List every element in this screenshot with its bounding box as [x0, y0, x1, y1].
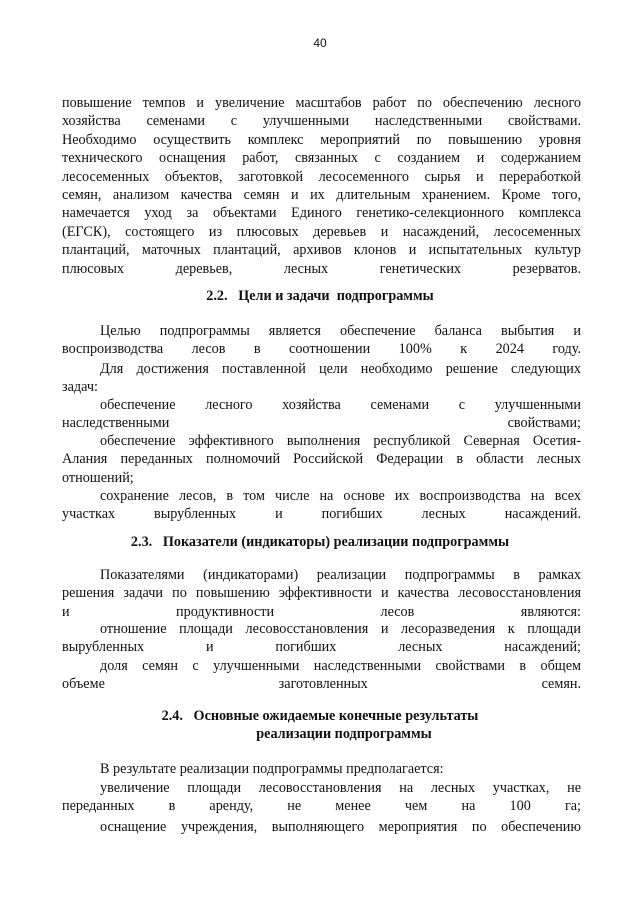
section-2-2-goal: Целью подпрограммы является обеспечение баланса выбытия и воспроизводства лесов в соотношении 100% к 2024 году. [62, 323, 581, 358]
task-item: сохранение лесов, в том числе на основе их воспроизводства на всех участках вырубленных и погибших лесных насаждений. [62, 488, 581, 523]
section-2-4-heading-line1: 2.4. Основные ожидаемые конечные результаты [161, 708, 479, 724]
section-2-2-heading: 2.2. Цели и задачи подпрограммы [206, 288, 434, 304]
indicator-item: доля семян с улучшенными наследственными свойствами в общем объеме заготовленных семян. [62, 658, 581, 693]
section-2-3-heading: 2.3. Показатели (индикаторы) реализации подпрограммы [130, 534, 510, 550]
section-2-3-intro: Показателями (индикаторами) реализации подпрограммы в рамках решения задачи по повышению эффективности и качества лесовосстановления и продуктивности лесов являются: [62, 567, 581, 620]
task-item: обеспечение лесного хозяйства семенами с улучшенными наследственными свойствами; [62, 397, 581, 432]
page-number: 40 [313, 36, 327, 50]
task-item: обеспечение эффективного выполнения республикой Северная Осетия- Алания переданных полномочий Российской Федерации в области лесных отношений; [62, 433, 581, 486]
section-2-4-intro: В результате реализации подпрограммы предполагается: [100, 761, 444, 777]
section-2-2-tasks-intro: Для достижения поставленной цели необходимо решение следующих задач: [62, 361, 581, 396]
result-item: увеличение площади лесовосстановления на лесных участках, не переданных в аренду, не менее чем на 100 га; [62, 780, 581, 815]
result-item: оснащение учреждения, выполняющего мероприятия по обеспечению [100, 819, 581, 835]
intro-paragraph: повышение темпов и увеличение масштабов работ по обеспечению лесного хозяйства семенами с улучшенными наследственными свойствами. Необходимо осуществить комплекс мероприятий по повышению уровня технического оснащения работ, связанных с созданием и содержанием лесосеменных объектов, заготовкой лесосеменного сырья и переработкой семян, анализом качества семян и их длительным хранением. Кроме того, намечается уход за объектами Единого генетико-селекционного комплекса (ЕГСК), состоящего из плюсовых деревьев и насаждений, лесосеменных плантаций, маточных плантаций, архивов клонов и испытательных культур плюсовых деревьев, лесных генетических резерватов. [62, 95, 581, 277]
section-2-4-heading-line2: реализации подпрограммы [256, 726, 432, 742]
indicator-item: отношение площади лесовосстановления и лесоразведения к площади вырубленных и погибших лесных насаждений; [62, 621, 581, 656]
